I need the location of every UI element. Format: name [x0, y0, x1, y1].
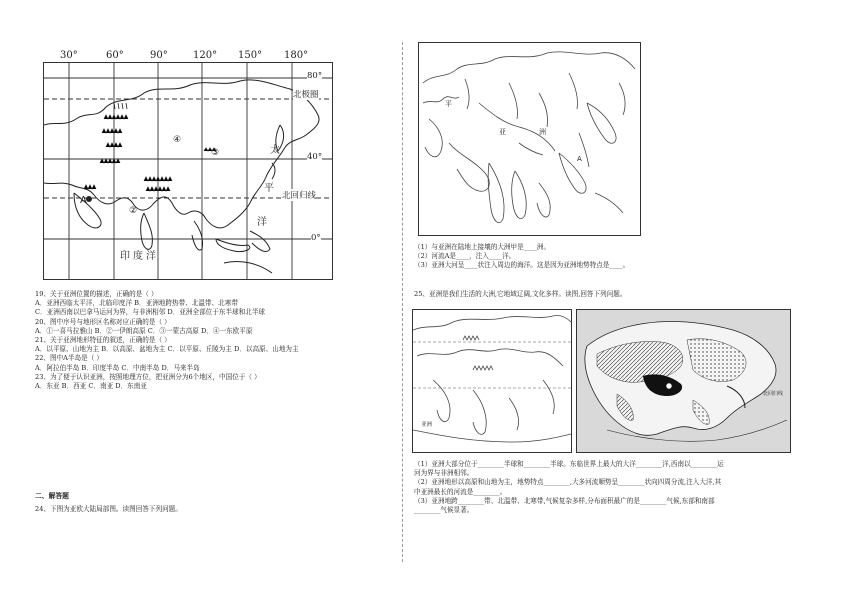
latitude-label: 80° — [307, 71, 323, 81]
asia-terrain-map — [576, 309, 791, 453]
question-line: 23、为了便于认识亚洲，按照地理方位，把亚洲分为6个地区，中国位于（ ） — [35, 372, 261, 381]
longitude-label: 150° — [238, 50, 263, 61]
map3-label-left: 亚洲 — [421, 422, 433, 428]
ocean-label: 平 — [264, 183, 274, 194]
latitude-label: 0° — [311, 233, 321, 243]
question-line: （1）亚洲大部分位于________半球和________半球。东临世界上最大的大洋________洋,西南以________运 — [414, 460, 724, 468]
question-line: （2）亚洲地形以高原和山地为主，地势特点________,大多河流顺势呈________状向四周分流,注入大洋,其 — [414, 478, 722, 487]
eurasia-map — [418, 42, 641, 236]
longitude-label: 90° — [150, 50, 168, 61]
map2-label-zhou: 洲 — [539, 128, 546, 136]
longitude-label: 30° — [60, 50, 78, 61]
map-label-2: ② — [129, 206, 138, 216]
question-24-parts — [414, 243, 629, 271]
question-line: A．东亚 B．西亚 C．南亚 D．东南亚 — [35, 382, 147, 391]
question-line: A．阿拉伯半岛 B．印度半岛 C．中南半岛 D．马来半岛 — [35, 363, 200, 372]
question-line: 20、图中序号与地形区名称对应正确的是（ ） — [35, 317, 171, 326]
question-line: 中亚洲最长的河流是________。 — [414, 487, 507, 496]
column-divider — [402, 42, 403, 562]
longitude-label: 120° — [193, 50, 218, 61]
map3-label-right: 北回归线 — [763, 391, 784, 397]
question-line: （3）亚洲大河呈____状注入周边的海洋。这是因为亚洲地势特点是____。 — [414, 261, 630, 270]
question-25-parts — [414, 460, 724, 515]
map-label-a: A — [80, 195, 87, 206]
map2-label-ya: 亚 — [499, 128, 506, 136]
question-line: C．亚洲西南以巴拿马运河为界，与非洲相邻 D．亚洲全部位于东半球和北半球 — [35, 308, 266, 317]
map-frame — [43, 62, 333, 280]
tropic-label: 北回归线 — [282, 191, 317, 201]
map-label-3: ③ — [211, 148, 220, 158]
map2-label-a: A — [577, 155, 582, 163]
asia-outline-drawing — [413, 310, 571, 452]
question-line: A．以平原、山地为主 B．以高原、盆地为主 C．以平原、丘陵为主 D．以高原、山地为主 — [35, 345, 299, 354]
longitude-label: 60° — [106, 50, 124, 61]
map-label-4: ④ — [173, 135, 182, 145]
asia-outline-map — [412, 309, 572, 453]
question-line: 19、关于亚洲位置的描述，正确的是（ ） — [35, 290, 158, 298]
ocean-label: 太 — [270, 145, 280, 156]
question-line: 22、图中A半岛是（ ） — [35, 354, 103, 363]
question-line: 河为界与非洲相邻。 — [414, 469, 474, 478]
asia-terrain-drawing — [577, 310, 790, 452]
question-line: 21、关于亚洲地形特征的叙述，正确的是（ ） — [35, 336, 171, 345]
questions-19-23 — [35, 290, 299, 391]
question-25-intro: 25、亚洲是我们生活的大洲,它地域辽阔,文化多样。读图,回答下列问题。 — [414, 290, 627, 298]
ocean-label: 洋 — [257, 217, 267, 228]
question-line: （1）与亚洲在陆地上接壤的大洲甲是____洲。 — [414, 243, 551, 251]
map2-label-ping: 平 — [445, 100, 452, 108]
question-line: （2）河流A是____，注入____洋。 — [414, 252, 516, 261]
question-line: （3）亚洲地跨________带、北温带、北寒带,气候复杂多样,分布面积最广的是________气候,东部和南部 — [414, 496, 715, 505]
longitude-label: 180° — [284, 50, 309, 61]
section-title: 二、解答题 — [35, 492, 69, 500]
ocean-label-indian: 印度洋 — [120, 251, 159, 262]
question-24-intro: 24、下图为亚欧大陆局部图。读图回答下列问题。 — [35, 505, 182, 513]
question-line: A．亚洲西临太平洋，北临印度洋 B．亚洲地跨热带、北温带、北寒带 — [35, 299, 238, 308]
latitude-label: 40° — [307, 152, 323, 162]
arctic-circle-label: 北极圈 — [293, 90, 319, 100]
question-line: ________气候显著。 — [414, 506, 474, 515]
map-drawing — [44, 63, 332, 279]
question-line: A．①一喜马拉雅山 B．②一伊朗高原 C．③一蒙古高原 D．④一东欧平原 — [35, 326, 253, 335]
eurasia-drawing — [419, 43, 640, 235]
